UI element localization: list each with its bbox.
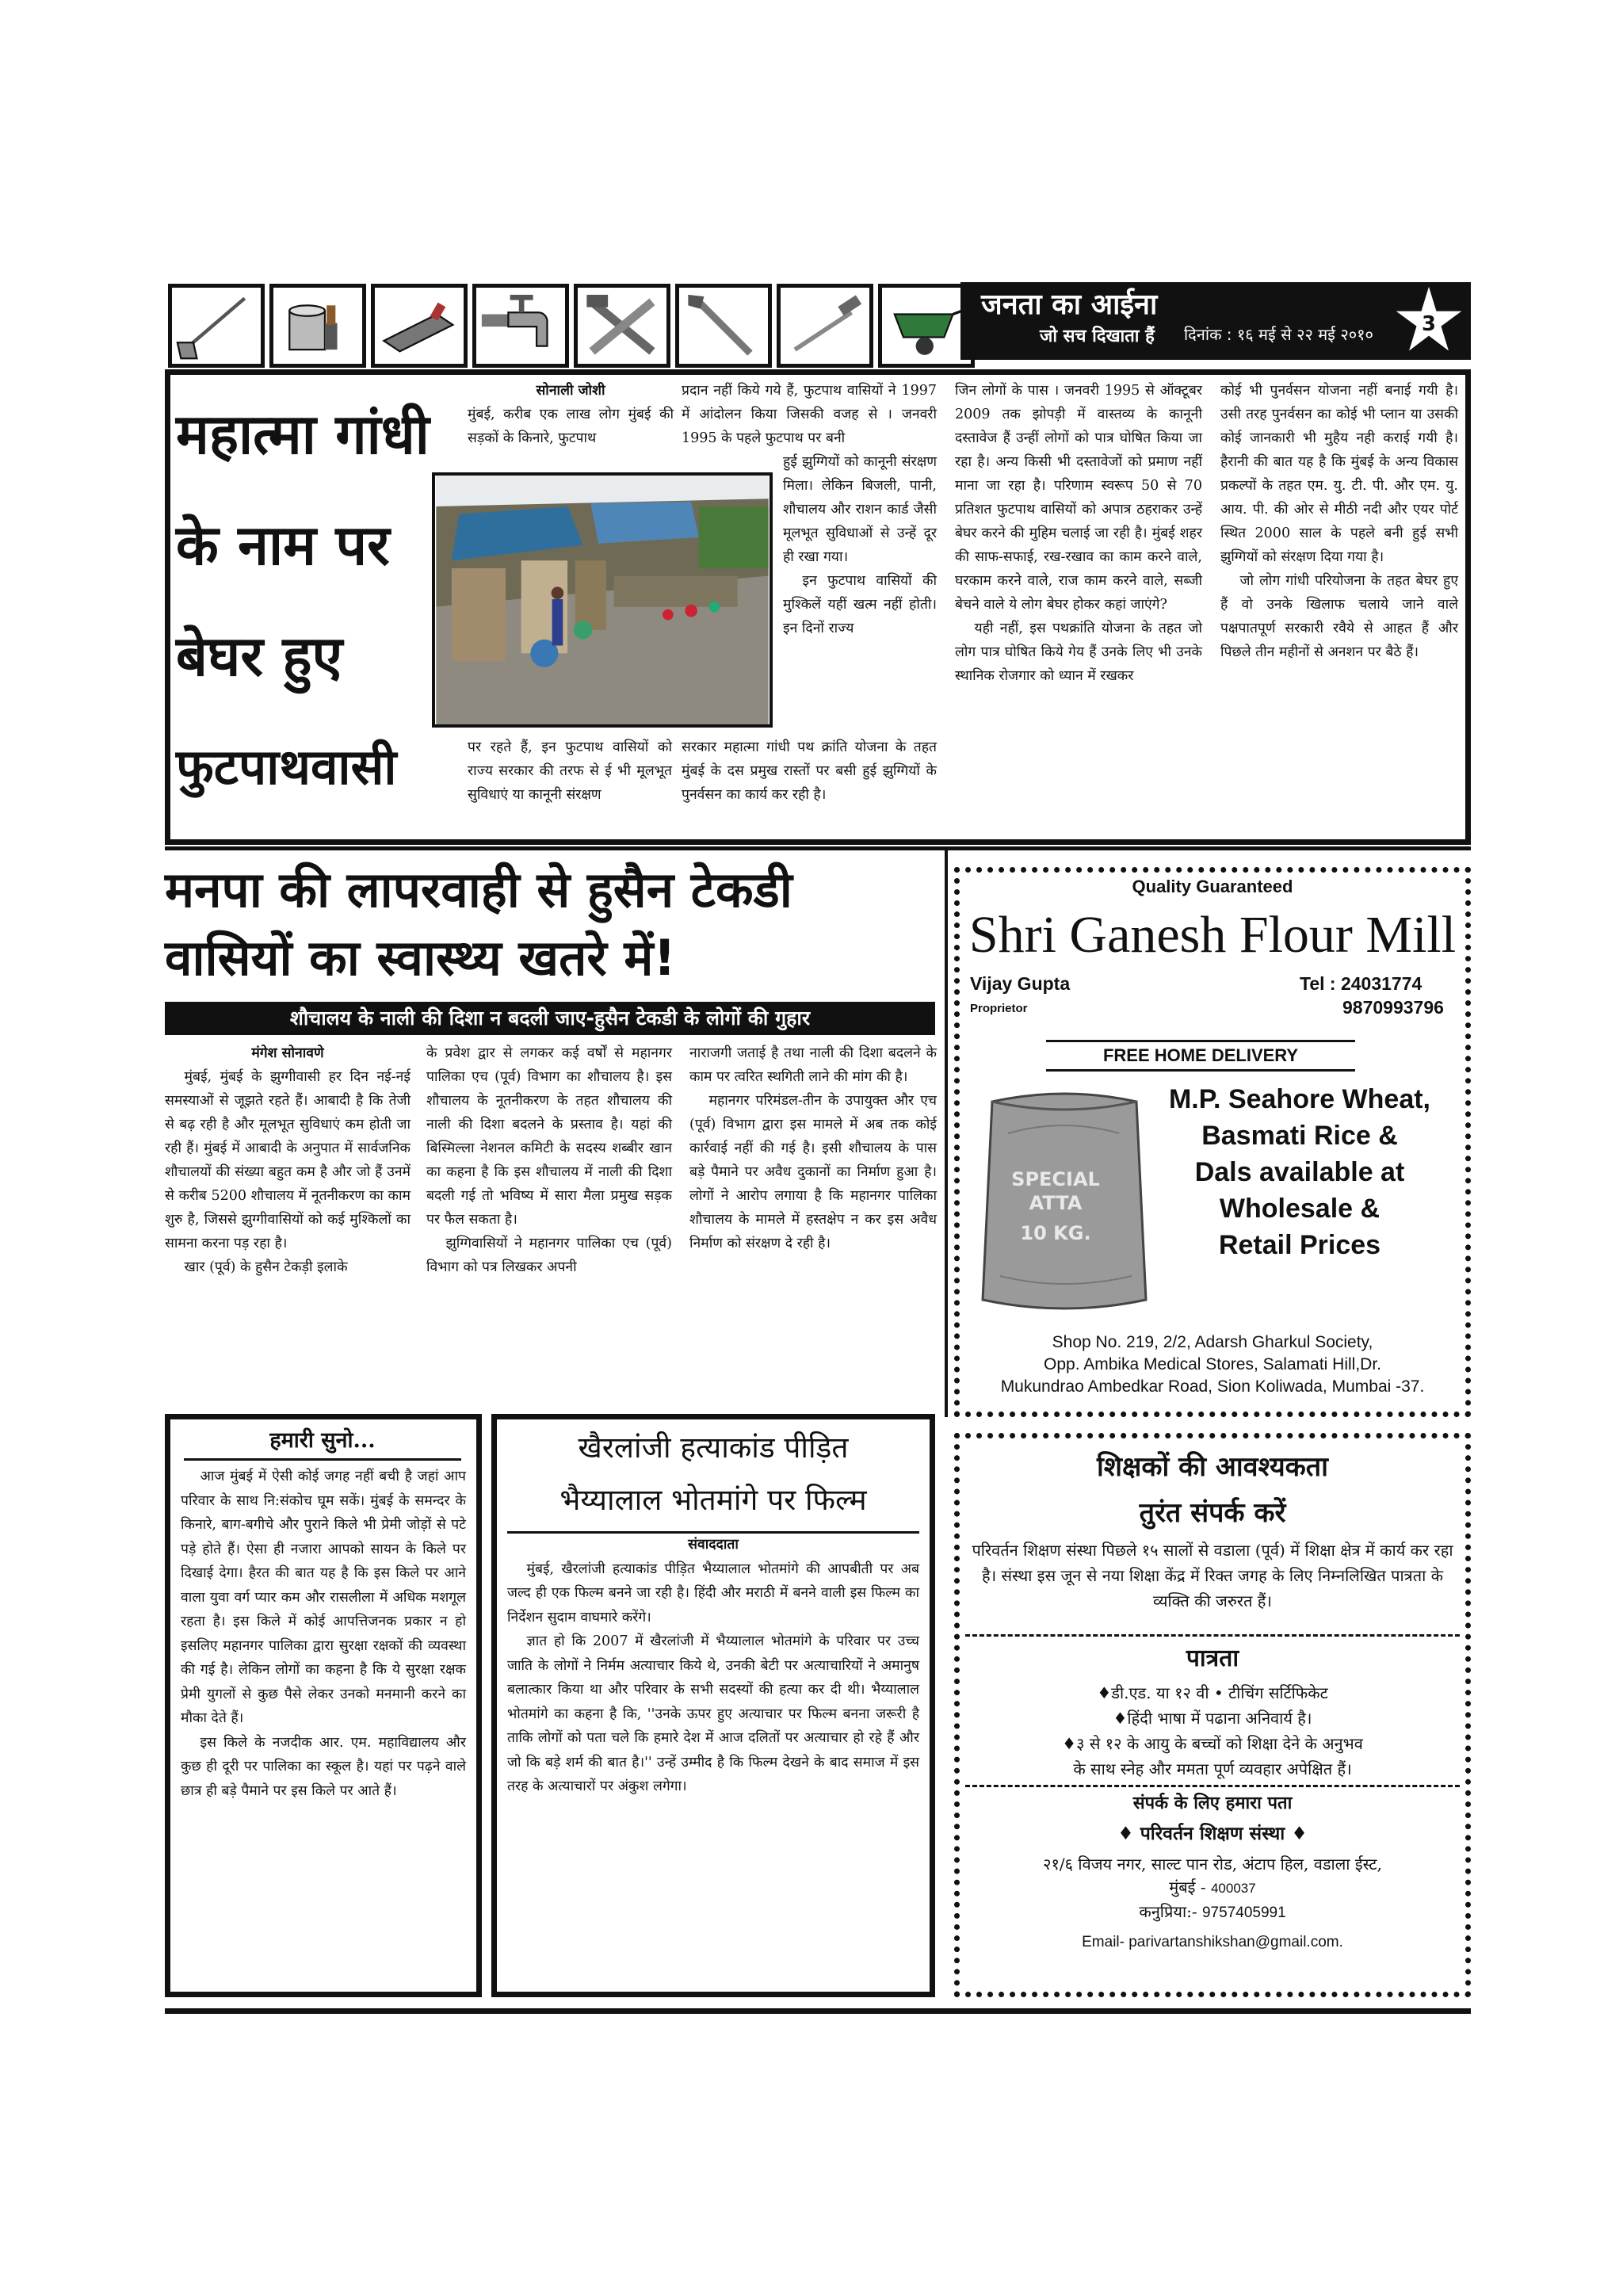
bottom-rule (165, 2008, 1471, 2014)
offer-line: Wholesale & (1219, 1194, 1381, 1224)
teachers-body: परिवर्तन शिक्षण संस्था पिछले १५ सालों से वडाला (पूर्व) में शिक्षा क्षेत्र में कार्य कर रहा है। संस्था इस जून से नया शिक्षा केंद्र में रिक्त जगह के लिए निम्नलिखित पात्रता के व्यक्ति की जरुरत हैं। (972, 1541, 1453, 1610)
ad-tel: Tel : 24031774 (1300, 973, 1423, 994)
story1-col1-bottom: पर रहते हैं, इन फुटपाथ वासियों को राज्य सरकार की तरफ से ई भी मूलभूत सुविधाएं या कानूनी संरक्षण (468, 739, 672, 803)
story1-col2-top: प्रदान नहीं किये गये हैं, फुटपाथ वासियों ने 1997 में आंदोलन किया जिसकी वजह से । जनवरी 1995 के पहले फुटपाथ पर बनी (682, 383, 937, 446)
section-rule (165, 846, 1471, 850)
story2-col1-p2: खार (पूर्व) के हुसैन टेकड़ी इलाके (184, 1259, 348, 1275)
story2-headline-line2: वासियों का स्वास्थ्य खतरे में! (165, 929, 676, 987)
story1-byline: सोनाली जोशी (536, 383, 605, 399)
column-rule (945, 846, 948, 1417)
story1-headline-line: महात्मा गांधी (176, 402, 430, 467)
story2-headline-line1: मनपा की लापरवाही से हुसैन टेकडी (165, 861, 792, 919)
org-pin: 400037 (1210, 1881, 1256, 1896)
ad-offer (1141, 1081, 1458, 1263)
story2-col3-p2: महानगर परिमंडल-तीन के उपायुक्त और एच (पूर्व) विभाग द्वारा इस मामले में अब तक कोई कार्रवाई नहीं की गई है। इसी शौचालय के पास बड़े पैमाने पर अवैध दुकानों का निर्माण हुआ है। लोगों ने आरोप लगाया है कि महानगर पालिका शौचालय के मामले में हस्तक्षेप न कर इस अवैध निर्माण को संरक्षण दे रही है। (689, 1093, 937, 1251)
story4-title-line1: खैरलांजी हत्याकांड पीड़ित (578, 1431, 849, 1465)
story1-col2-bottom: सरकार महात्मा गांधी पथ क्रांति योजना के तहत मुंबई के दस प्रमुख रास्तों पर बसी हुई झुग्गियों के पुनर्वसन का कार्य कर रही है। (682, 739, 937, 803)
ad-owner-title: Proprietor (970, 1002, 1028, 1015)
story3-p2: इस किले के नजदीक आर. एम. महाविद्यालय और कुछ ही दूरी पर पालिका का स्कूल है। यहां पर पढ़ने वाले छात्र ही बड़े पैमाने पर इस किले पर आते हैं। (181, 1734, 466, 1799)
teachers-title-line1: शिक्षकों की आवश्यकता (1097, 1451, 1328, 1483)
story2-col1: मुंबई, मुंबई के झुग्गीवासी हर दिन नई-नई समस्याओं से जूझते रहते हैं। आबादी है कि तेजी से बढ़ रही है और मूलभूत सुविधाएं कम होती जा रही हैं। मुंबई में आबादी के अनुपात में सार्वजनिक शौचालयों की संख्या बहुत कम है और जो हैं उनमें से करीब 5200 शौचालय में नूतनीकरण का काम शुरु है, जिससे झुग्गीवासियों को कई मुश्किलों का सामना करना पड़ रहा है। (165, 1069, 411, 1251)
story1-headline-line: फुटपाथवासी (176, 738, 397, 796)
dashed-rule (965, 1785, 1460, 1787)
hoe-icon (168, 284, 265, 368)
contact-title: संपर्क के लिए हमारा पता (1132, 1793, 1293, 1813)
story1-col3: जिन लोगों के पास । जनवरी 1995 से ऑक्टूबर 2009 तक झोपड़ी में वास्तव्य के कानूनी दस्तावेज हैं उन्हीं लोगों को पात्र घोषित किया जा रहा है। अन्य किसी भी दस्तावेजों को प्रमाण नहीं माना जा रहा है। परिणाम स्वरूप 50 से 70 प्रतिशत फुटपाथ वासियों को अपात्र ठहराकर उन्हें बेघर करने की मुहिम चलाई जा रही है। मुंबई शहर की साफ-सफाई, रख-रखाव का काम करने वाले, घरकाम करने वाले, राज काम करने वाले, सब्जी बेचने वाले ये लोग बेघर होकर कहां जाएंगे? (955, 383, 1202, 613)
story1-col4: कोई भी पुनर्वसन योजना नहीं बनाई गयी है। उसी तरह पुनर्वसन का कोई भी प्लान या उसकी कोई जानकारी भी मुहैय नही कराई गयी है। हैरानी की बात यह है कि मुंबई के अन्य विकास प्रकल्पों के तहत एम. यु. टी. पी. और एम. यु. आय. पी. की ओर से मीठी नदी और एयर पोर्ट स्थित 2000 साल के पहले बनी हुई सभी झुग्गियों को संरक्षण दिया गया है। (1220, 383, 1458, 565)
atta-bag-image (976, 1086, 1152, 1317)
tools-icon (574, 284, 670, 368)
page-number-star (1395, 285, 1463, 353)
masthead (960, 282, 1471, 360)
teachers-ad-title (967, 1444, 1458, 1536)
masthead-tagline: जो सच दिखाता हैं (1040, 327, 1155, 346)
org-address: २१/६ विजय नगर, साल्ट पान रोड, अंटाप हिल, वडाला ईस्ट, (1043, 1855, 1382, 1874)
org-city: मुंबई - (1169, 1878, 1206, 1897)
ad-mill-name: Shri Ganesh Flour Mill (968, 906, 1457, 964)
story4-title (507, 1422, 919, 1534)
svg-text:3: 3 (1422, 311, 1436, 336)
offer-line: Retail Prices (1218, 1230, 1381, 1260)
ad-owner: Vijay Gupta (970, 973, 1071, 994)
address-line: Mukundrao Ambedkar Road, Sion Koliwada, Mumbai -37. (1000, 1377, 1425, 1396)
eligibility-item: के साथ स्नेह और ममता पूर्ण व्यवहार अपेक्षित हैं। (1073, 1759, 1352, 1778)
masthead-name: जनता का आईना (981, 288, 1158, 321)
wrench-icon (675, 284, 772, 368)
bag-text: ATTA (1029, 1192, 1083, 1214)
story1-headline-line: बेघर हुए (176, 624, 343, 689)
org-phone-line (965, 1899, 1460, 1926)
offer-line: Dals available at (1194, 1157, 1405, 1187)
story2-col3: नाराजगी जताई है तथा नाली की दिशा बदलने के काम पर त्वरित स्थगिती लाने की मांग की है। (689, 1045, 937, 1085)
ad-delivery: FREE HOME DELIVERY (1046, 1040, 1355, 1072)
ad-mobile: 9870993796 (1342, 997, 1444, 1018)
story1-col4-p2: जो लोग गांधी परियोजना के तहत बेघर हुए हैं वो उनके खिलाफ चलाये जाने वाले पक्षपातपूर्ण सरकारी रवैये से आहत हैं और पिछले तीन महीनों से अनशन पर बैठे हैं। (1220, 573, 1458, 660)
story4-p2: ज्ञात हो कि 2007 में खैरलांजी में भैय्यालाल भोतमांगे के परिवार पर उच्च जाति के लोगों ने निर्मम अत्याचार किये थे, उनकी बेटी पर अत्याचारियों ने अमानुष बलात्कार किया था और परिवार के सभी सदस्यों की हत्या कर दी थी। भैय्यालाल भोतमांगे का कहना है कि, ''उनके ऊपर हुए अत्याचार पर फिल्म बनना जरूरी है ताकि लोगों को पता चले कि हमारे देश में आज दलितों पर अत्याचार हो रहे हैं और जो कि बड़े शर्म की बात है।'' उन्हें उम्मीद है कि फिल्म देखने के बाद समाज में इस तरह के अत्याचारों पर अंकुश लगेगा। (507, 1633, 919, 1794)
issue-date: दिनांक : १६ मई से २२ मई २०१० (1184, 325, 1373, 344)
eligibility-title: पात्रता (1186, 1645, 1239, 1672)
slum-photo (432, 472, 773, 728)
address-line: Shop No. 219, 2/2, Adarsh Gharkul Society, (1052, 1333, 1373, 1351)
offer-line: Basmati Rice & (1201, 1121, 1398, 1151)
hammer-icon (777, 284, 873, 368)
story2-col2-p2: झुग्गिवासियों ने महानगर पालिका एच (पूर्व) विभाग को पत्र लिखकर अपनी (426, 1236, 672, 1275)
paint-bucket-icon (269, 284, 366, 368)
story4-p1: मुंबई, खैरलांजी हत्याकांड पीड़ित भैय्यालाल भोतमांगे की आपबीती पर अब जल्द ही एक फिल्म बनने जा रही है। हिंदी और मराठी में बनने वाली इस फिल्म का निर्देशन सुदाम वाघमारे करेंगे। (507, 1561, 919, 1626)
offer-line: M.P. Seahore Wheat, (1168, 1084, 1431, 1114)
story3-p1: आज मुंबई में ऐसी कोई जगह नहीं बची है जहां आप परिवार के साथ नि:संकोच घूम सकें। मुंबई के समन्दर के किनारे, बाग-बगीचे और पुराने किले भी प्रेमी जोड़ों से पटे पड़े होते हैं। ऐसा ही नजारा आपको सायन के किले पर दिखाई देगा। हैरत की बात यह है कि इस किले पर आने वाला युवा वर्ग प्यार कम और रासलीला में अधिक मशगूल रहता है। इस किले में कोई आपत्तिजनक प्रकार न हो इसलिए महानगर पालिका द्वारा सुरक्षा रक्षकों की व्यवस्था की गई है। लेकिन लोगों का कहना है कि ये सुरक्षा रक्षक प्रेमी युगलों से कुछ पैसे लेकर उनको मनमानी करने का मौका देते हैं। (181, 1469, 466, 1726)
trowel-icon (371, 284, 468, 368)
story1-col1-top: मुंबई, करीब एक लाख लोग मुंबई की सड़कों के किनारे, फुटपाथ (468, 407, 674, 446)
story2-col2: के प्रवेश द्वार से लगकर कई वर्षों से महानगर पालिका एच (पूर्व) विभाग का शौचालय है। इस शौचालय के नूतनीकरण के तहत शौचालय की नाली की दिशा बदलने के प्रस्ताव है। यहां की बिस्मिल्ला नेशनल कमिटी के सदस्य शब्बीर खान का कहना है कि इस शौचालय में नाली की दिशा बदली गई तो भविष्य में सारा मैला प्रमुख सड़क पर फैल सकता है। (426, 1045, 672, 1228)
story4-title-line2: भैय्यालाल भोतमांगे पर फिल्म (559, 1483, 867, 1517)
eligibility-item: ♦हिंदी भाषा में पढाना अनिवार्य है। (1113, 1709, 1312, 1728)
org-name: ♦ परिवर्तन शिक्षण संस्था ♦ (1117, 1823, 1308, 1844)
story1-headline (176, 379, 461, 823)
story1-col2-side: हुई झुग्गियों को कानूनी संरक्षण मिला। लेकिन बिजली, पानी, शौचालय और राशन कार्ड जैसी मूलभूत सुविधाओं से उन्हें दूर ही रखा गया। (783, 454, 937, 565)
address-line: Opp. Ambika Medical Stores, Salamati Hill,Dr. (1044, 1355, 1381, 1373)
story1-headline-line: के नाम पर (176, 513, 390, 578)
dashed-rule (965, 1634, 1460, 1637)
bag-text: 10 KG. (1020, 1222, 1091, 1244)
story2-byline: मंगेश सोनावणे (251, 1045, 324, 1061)
eligibility-item: ♦३ से १२ के आयु के बच्चों को शिक्षा देने के अनुभव (1062, 1734, 1363, 1753)
eligibility-list (965, 1680, 1460, 1782)
story1-col3-p2: यही नहीं, इस पथक्रांति योजना के तहत जो लोग पात्र घोषित किये गेय हैं उनके लिए भी उनके स्थानिक रोजगार को ध्यान में रखकर (955, 621, 1202, 684)
ad-address (959, 1331, 1466, 1398)
story2-subhead: शौचालय के नाली की दिशा न बदली जाए-हुसैन टेकडी के लोगों की गुहार (165, 1002, 935, 1035)
eligibility-item: ♦डी.एड. या १२ वी • टीचिंग सर्टिफिकेट (1097, 1683, 1328, 1702)
org-email: Email- parivartanshikshan@gmail.com. (1082, 1934, 1343, 1950)
story3-title: हमारी सुनो... (184, 1423, 461, 1461)
bag-text: SPECIAL (1011, 1168, 1100, 1190)
phone-number: 9757405991 (1201, 1904, 1286, 1921)
story2-headline (165, 856, 945, 992)
ad-tagline: Quality Guaranteed (1132, 877, 1293, 896)
teachers-title-line2: तुरंत संपर्क करें (1139, 1497, 1286, 1529)
story4-byline: संवाददाता (688, 1537, 739, 1553)
story1-col2-side-p2: इन फुटपाथ वासियों की मुश्किलें यहीं खत्म नहीं होती। इन दिनों राज्य (783, 573, 937, 636)
phone-label: कनुप्रिया:- (1139, 1902, 1197, 1921)
org-city-line (965, 1875, 1460, 1901)
tap-icon (472, 284, 569, 368)
